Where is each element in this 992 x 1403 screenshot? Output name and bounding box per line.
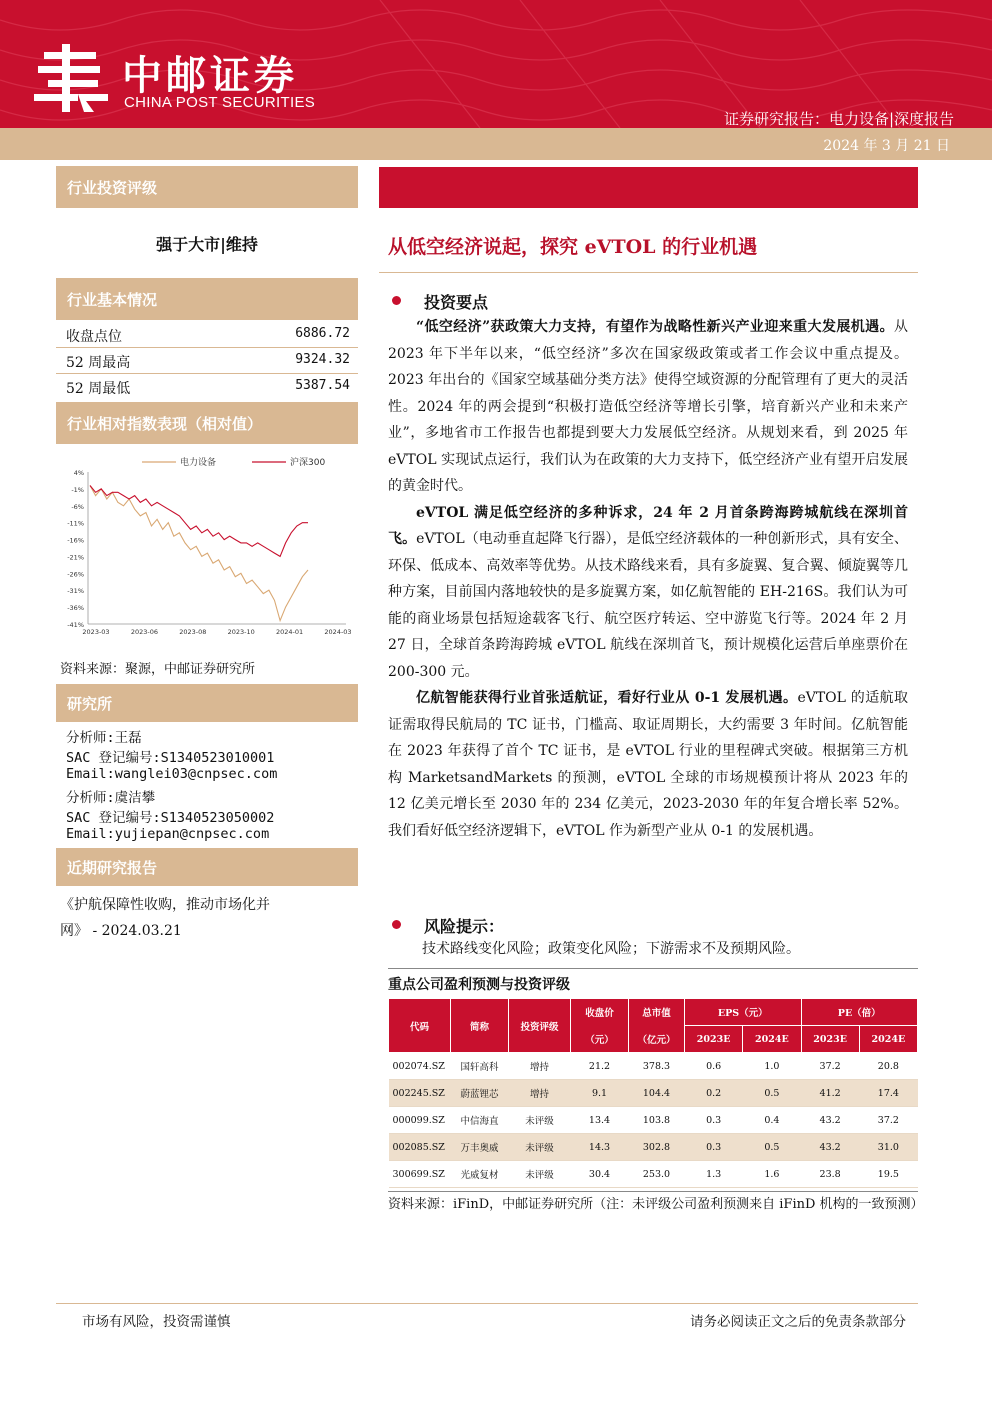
x-tick-label: 2024-01 bbox=[276, 628, 304, 636]
cell-mcap: 302.8 bbox=[629, 1134, 685, 1161]
relative-performance-chart bbox=[56, 446, 358, 646]
basic-label: 52 周最低 bbox=[66, 381, 131, 397]
rating-section-head: 行业投资评级 bbox=[56, 166, 358, 208]
th-pe-2023: 2023E bbox=[801, 1026, 859, 1053]
cell-code: 002074.SZ bbox=[389, 1053, 451, 1080]
x-tick-label: 2023-03 bbox=[82, 628, 110, 636]
cell-name: 万丰奥威 bbox=[451, 1134, 509, 1161]
table-row bbox=[389, 1161, 918, 1188]
cell-mcap: 104.4 bbox=[629, 1080, 685, 1107]
th-price-unit: （元） bbox=[571, 1026, 629, 1053]
th-mcap-unit: （亿元） bbox=[629, 1026, 685, 1053]
analyst-sac: SAC 登记编号:S1340523010001 bbox=[66, 750, 275, 766]
analyst-name: 分析师:虞洁攀 bbox=[66, 790, 156, 806]
cell-code: 300699.SZ bbox=[389, 1161, 451, 1188]
divider bbox=[56, 373, 358, 374]
th-price: 收盘价 bbox=[571, 999, 629, 1026]
invest-points-head: 投资要点 bbox=[424, 293, 489, 312]
bullet-icon bbox=[392, 296, 401, 305]
cell-name: 中信海直 bbox=[451, 1107, 509, 1134]
cell-mcap: 253.0 bbox=[629, 1161, 685, 1188]
paragraph bbox=[388, 314, 908, 500]
cell-pe24: 19.5 bbox=[859, 1161, 917, 1188]
paragraph-lead: eVTOL 满足低空经济的多种诉求，24 年 2 月首条跨海跨城航线在深圳首飞。 bbox=[388, 504, 908, 547]
basic-row-low bbox=[66, 378, 350, 398]
research-head: 研究所 bbox=[56, 684, 358, 722]
cell-rating: 未评级 bbox=[509, 1161, 571, 1188]
y-tick-label: -36% bbox=[67, 604, 84, 613]
report-date: 2024 年 3 月 21 日 bbox=[823, 138, 950, 154]
footer-disclaimer: 请务必阅读正文之后的免责条款部分 bbox=[690, 1314, 906, 1330]
chart-svg bbox=[56, 446, 358, 646]
table-row bbox=[389, 1053, 918, 1080]
basic-label: 52 周最高 bbox=[66, 355, 131, 371]
recent-reports-head: 近期研究报告 bbox=[56, 848, 358, 886]
basic-value: 5387.54 bbox=[295, 378, 350, 393]
industry-rating: 强于大市|维持 bbox=[156, 235, 258, 254]
company-forecast-table bbox=[388, 998, 918, 1188]
y-tick-label: -16% bbox=[67, 536, 84, 545]
cell-code: 002245.SZ bbox=[389, 1080, 451, 1107]
th-rating: 投资评级 bbox=[509, 999, 571, 1053]
cell-rating: 未评级 bbox=[509, 1107, 571, 1134]
footer-divider bbox=[56, 1303, 918, 1304]
cell-pe23: 37.2 bbox=[801, 1053, 859, 1080]
series-line-1 bbox=[90, 486, 308, 557]
basic-info-head: 行业基本情况 bbox=[56, 278, 358, 320]
chart-source: 资料来源：聚源，中邮证券研究所 bbox=[60, 662, 256, 677]
y-tick-label: -1% bbox=[71, 485, 84, 494]
header-banner bbox=[0, 0, 992, 128]
cell-pe24: 37.2 bbox=[859, 1107, 917, 1134]
footer-risk-note: 市场有风险，投资需谨慎 bbox=[82, 1314, 231, 1330]
cell-eps24: 0.4 bbox=[743, 1107, 801, 1134]
recent-report-link[interactable]: 网》 - 2024.03.21 bbox=[60, 923, 182, 939]
cell-price: 21.2 bbox=[571, 1053, 629, 1080]
analyst-name: 分析师:王磊 bbox=[66, 730, 142, 746]
x-tick-label: 2024-03 bbox=[324, 628, 352, 636]
cell-eps24: 1.6 bbox=[743, 1161, 801, 1188]
y-tick-label: -31% bbox=[67, 587, 84, 596]
analyst-sac: SAC 登记编号:S1340523050002 bbox=[66, 810, 275, 826]
paragraph-text: 从 2023 年下半年以来，“低空经济”多次在国家级政策或者工作会议中重点提及。2023 年出台的《国家空域基础分类方法》使得空域资源的分配管理有了更大的灵活性。2024 年的两会提到“积极打造低空经济等增长引擎，培育新兴产业和未来产业”，多地省市工作报告也都提到要大力发展低空经济。从规划来看，到 2025 年 eVTOL 实现试点运行，我们认为在政策的大力支持下，低空经济产业有望开启发展的黄金时代。 bbox=[388, 319, 908, 494]
basic-label: 收盘点位 bbox=[66, 329, 122, 345]
paragraph bbox=[388, 685, 908, 844]
table-row bbox=[389, 1080, 918, 1107]
y-tick-label: -11% bbox=[67, 519, 84, 528]
x-tick-label: 2023-06 bbox=[130, 628, 158, 636]
cell-mcap: 103.8 bbox=[629, 1107, 685, 1134]
table-source: 资料来源：iFinD，中邮证券研究所（注：未评级公司盈利预测来自 iFinD 机构的一致预测） bbox=[388, 1197, 924, 1212]
paragraph-text: eVTOL（电动垂直起降飞行器），是低空经济载体的一种创新形式，具有安全、环保、低成本、高效率等优势。从技术路线来看，具有多旋翼、复合翼、倾旋翼等几种方案，目前国内落地较快的是多旋翼方案，如亿航智能的 EH-216S。我们认为可能的商业场景包括短途载客飞行、航空医疗转运、空中游览飞行等。2024 年 2 月 27 日，全球首条跨海跨城 eVTOL 航线在深圳首飞，预计规模化运营后单座票价在 200-300 元。 bbox=[388, 531, 909, 680]
china-post-logo-icon bbox=[34, 42, 112, 114]
cell-eps23: 0.2 bbox=[685, 1080, 743, 1107]
recent-report-link[interactable]: 《护航保障性收购，推动市场化并 bbox=[60, 897, 270, 913]
cell-code: 000099.SZ bbox=[389, 1107, 451, 1134]
cell-rating: 未评级 bbox=[509, 1134, 571, 1161]
paragraph-lead: 亿航智能获得行业首张适航证，看好行业从 0-1 发展机遇。 bbox=[416, 690, 798, 706]
report-title: 从低空经济说起，探究 eVTOL 的行业机遇 bbox=[388, 236, 758, 258]
cell-name: 蔚蓝锂芯 bbox=[451, 1080, 509, 1107]
cell-price: 14.3 bbox=[571, 1134, 629, 1161]
date-bar bbox=[0, 128, 992, 160]
cell-eps23: 1.3 bbox=[685, 1161, 743, 1188]
breadcrumb: 证券研究报告：电力设备|深度报告 bbox=[723, 110, 954, 128]
th-code: 代码 bbox=[389, 999, 451, 1053]
table-title: 重点公司盈利预测与投资评级 bbox=[388, 977, 570, 993]
divider bbox=[388, 1191, 918, 1192]
cell-price: 9.1 bbox=[571, 1080, 629, 1107]
cell-eps24: 1.0 bbox=[743, 1053, 801, 1080]
risk-head: 风险提示： bbox=[424, 917, 505, 936]
logo-chinese: 中邮证券 bbox=[122, 53, 298, 99]
cell-eps23: 0.3 bbox=[685, 1107, 743, 1134]
basic-value: 6886.72 bbox=[295, 326, 350, 341]
cell-pe24: 17.4 bbox=[859, 1080, 917, 1107]
divider bbox=[379, 272, 918, 273]
basic-row-close bbox=[66, 326, 350, 346]
cell-pe23: 43.2 bbox=[801, 1134, 859, 1161]
title-accent-bar bbox=[379, 167, 918, 208]
cell-name: 光威复材 bbox=[451, 1161, 509, 1188]
bullet-icon bbox=[392, 920, 401, 929]
th-name: 简称 bbox=[451, 999, 509, 1053]
divider bbox=[56, 347, 358, 348]
cell-pe23: 41.2 bbox=[801, 1080, 859, 1107]
paragraph bbox=[388, 500, 908, 686]
analyst-email[interactable]: Email:yujiepan@cnpsec.com bbox=[66, 826, 270, 842]
basic-value: 9324.32 bbox=[295, 352, 350, 367]
y-tick-label: -6% bbox=[71, 502, 84, 511]
cell-eps23: 0.6 bbox=[685, 1053, 743, 1080]
risk-text: 技术路线变化风险；政策变化风险；下游需求不及预期风险。 bbox=[422, 941, 800, 957]
cell-eps24: 0.5 bbox=[743, 1134, 801, 1161]
legend-label-1: 沪深300 bbox=[290, 458, 326, 468]
y-tick-label: -21% bbox=[67, 553, 84, 562]
y-tick-label: -26% bbox=[67, 570, 84, 579]
cell-eps23: 0.3 bbox=[685, 1134, 743, 1161]
x-tick-label: 2023-10 bbox=[227, 628, 255, 636]
cell-pe24: 31.0 bbox=[859, 1134, 917, 1161]
th-pe: PE（倍） bbox=[801, 999, 918, 1026]
th-eps-2023: 2023E bbox=[685, 1026, 743, 1053]
cell-price: 30.4 bbox=[571, 1161, 629, 1188]
relative-performance-head: 行业相对指数表现（相对值） bbox=[56, 402, 358, 444]
cell-pe23: 23.8 bbox=[801, 1161, 859, 1188]
x-tick-label: 2023-08 bbox=[179, 628, 207, 636]
basic-row-high bbox=[66, 352, 350, 372]
invest-points-body bbox=[388, 314, 908, 844]
cell-rating: 增持 bbox=[509, 1080, 571, 1107]
paragraph-text: eVTOL 的适航取证需取得民航局的 TC 证书，门槛高、取证周期长，大约需要 3 年时间。亿航智能在 2023 年获得了首个 TC 证书，是 eVTOL 行业的里程碑式突破。根据第三方机构 MarketsandMarkets 的预测，eVTOL 全球的市场规模预计将从 2023 年的 12 亿美元增长至 2030 年的 234 亿美元，2023-2030 年的年复合增长率 52%。我们看好低空经济逻辑下，eVTOL 作为新型产业从 0-1 的发展机遇。 bbox=[388, 690, 908, 839]
cell-mcap: 378.3 bbox=[629, 1053, 685, 1080]
cell-price: 13.4 bbox=[571, 1107, 629, 1134]
cell-code: 002085.SZ bbox=[389, 1134, 451, 1161]
divider bbox=[388, 968, 918, 969]
legend-label-0: 电力设备 bbox=[180, 458, 217, 468]
cell-pe24: 20.8 bbox=[859, 1053, 917, 1080]
th-mcap: 总市值 bbox=[629, 999, 685, 1026]
cell-name: 国轩高科 bbox=[451, 1053, 509, 1080]
y-tick-label: 4% bbox=[73, 469, 84, 477]
logo-english: CHINA POST SECURITIES bbox=[124, 94, 316, 111]
table-row bbox=[389, 1107, 918, 1134]
paragraph-lead: “低空经济”获政策大力支持，有望作为战略性新兴产业迎来重大发展机遇。 bbox=[416, 319, 894, 335]
cell-eps24: 0.5 bbox=[743, 1080, 801, 1107]
y-tick-label: -41% bbox=[67, 621, 84, 629]
th-eps-2024: 2024E bbox=[743, 1026, 801, 1053]
th-eps: EPS（元） bbox=[685, 999, 802, 1026]
table-row bbox=[389, 1134, 918, 1161]
cell-pe23: 43.2 bbox=[801, 1107, 859, 1134]
th-pe-2024: 2024E bbox=[859, 1026, 917, 1053]
cell-rating: 增持 bbox=[509, 1053, 571, 1080]
risk-body bbox=[422, 936, 918, 963]
analyst-email[interactable]: Email:wanglei03@cnpsec.com bbox=[66, 766, 278, 782]
